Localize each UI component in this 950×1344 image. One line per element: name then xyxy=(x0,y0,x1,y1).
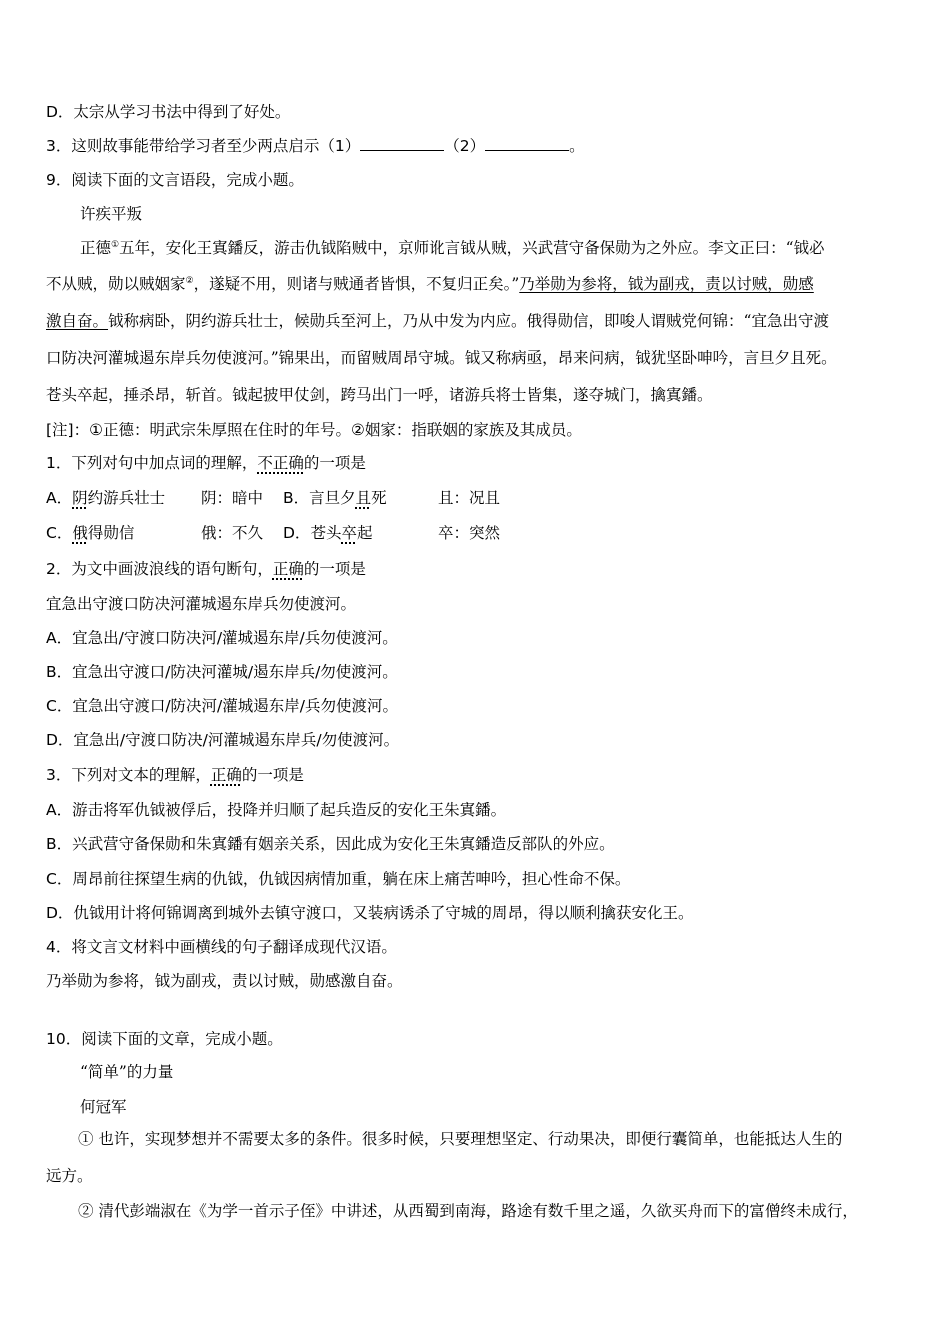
q9-sub3-option-b: B．兴武营守备保勋和朱寘鐇有姻亲关系，因此成为安化王朱寘鐇造反部队的外应。 xyxy=(46,835,615,853)
dotted-word: 阴 xyxy=(72,489,88,507)
option-text: 死 xyxy=(371,489,387,507)
answer-blank-1[interactable] xyxy=(360,136,444,151)
option-label: C． xyxy=(46,524,73,542)
q10-article-author: 何冠军 xyxy=(80,1098,127,1116)
option-label: B． xyxy=(283,489,310,507)
q9-sub4-stem: 4．将文言文材料中画横线的句子翻译成现代汉语。 xyxy=(46,938,397,956)
q8-q3-prefix: 3．这则故事能带给学习者至少两点启示（1） xyxy=(46,137,361,155)
q8-option-d: D．太宗从学习书法中得到了好处。 xyxy=(46,103,291,121)
q9-sub1-row-cd xyxy=(46,523,501,543)
dotted-word: 卒 xyxy=(341,524,357,542)
passage-text: 不从贼，勋以贼姻家 xyxy=(46,275,186,293)
stem-text: 1．下列对句中加点词的理解， xyxy=(46,454,258,472)
q9-passage-line-3 xyxy=(46,311,829,331)
q9-sub2-option-a: A．宜急出/守渡口防决河/灌城遏东岸/兵勿使渡河。 xyxy=(46,629,398,647)
q10-article-title: “简单”的力量 xyxy=(80,1063,174,1081)
q8-q3-mid: （2） xyxy=(444,137,486,155)
q8-question-3 xyxy=(46,136,585,156)
stem-text: 的一项是 xyxy=(241,766,304,784)
emphasis-dotted: 正确 xyxy=(272,560,304,578)
q9-sub2-option-b: B．宜急出守渡口/防决河灌城/遏东岸兵/勿使渡河。 xyxy=(46,663,398,681)
option-d xyxy=(283,523,372,543)
q10-paragraph-1-cont: 远方。 xyxy=(46,1167,93,1185)
passage-text: 正德 xyxy=(80,239,112,257)
emphasis-dotted: 正确 xyxy=(210,766,242,784)
passage-text: ，遂疑不用，则诸与贼通者皆惧，不复归正矣。” xyxy=(193,275,520,293)
footnote-marker-2: ② xyxy=(185,275,194,286)
q9-sub1-row-ab xyxy=(46,488,501,508)
q9-sub2-option-c: C．宜急出守渡口/防决河/灌城遏东岸/兵勿使渡河。 xyxy=(46,697,398,715)
stem-text: 的一项是 xyxy=(303,454,366,472)
q9-passage-title: 许疾平叛 xyxy=(80,205,143,223)
q9-sub3-option-d: D．仇钺用计将何锦调离到城外去镇守渡口，又装病诱杀了守城的周昂，得以顺利擒获安化王。 xyxy=(46,904,694,922)
option-gloss: 且：况且 xyxy=(438,489,501,507)
q9-sub2-stem xyxy=(46,559,366,579)
q10-paragraph-2: ② 清代彭端淑在《为学一首示子侄》中讲述，从西蜀到南海，路途有数千里之遥，久欲买舟而下的富僧终未成行， xyxy=(78,1202,858,1220)
option-text: 得勋信 xyxy=(87,524,135,542)
q9-passage-line-1 xyxy=(80,238,825,258)
q9-passage-line-4: 口防决河灌城遏东岸兵勿使渡河。”锦果出，而留贼周昂守城。钺又称病亟，昂来问病，钺犹坚卧呻吟，言旦夕且死。 xyxy=(46,349,837,367)
option-label: A． xyxy=(46,489,73,507)
q9-sub3-option-a: A．游击将军仇钺被俘后，投降并归顺了起兵造反的安化王朱寘鐇。 xyxy=(46,801,507,819)
q9-sub1-stem xyxy=(46,453,366,473)
stem-text: 的一项是 xyxy=(303,560,366,578)
dotted-word: 且 xyxy=(355,489,372,507)
option-label: D． xyxy=(283,524,311,542)
option-text: 起 xyxy=(356,524,373,542)
underlined-sentence: 激自奋。 xyxy=(46,312,109,330)
passage-text: 钺称病卧，阴约游兵壮士，候勋兵至河上，乃从中发为内应。俄得勋信，即唆人谓贼党何锦：“宜急出守渡 xyxy=(108,312,829,330)
option-text: 苍头 xyxy=(310,524,342,542)
q9-sub3-stem xyxy=(46,765,304,785)
q10-paragraph-1: ① 也许，实现梦想并不需要太多的条件。很多时候，只要理想坚定、行动果决，即便行囊简单，也能抵达人生的 xyxy=(78,1130,843,1148)
option-text: 言旦夕 xyxy=(309,489,356,507)
q9-heading: 9．阅读下面的文言语段，完成小题。 xyxy=(46,171,304,189)
option-text: 约游兵壮士 xyxy=(87,489,166,507)
underlined-sentence: 乃举勋为参将，钺为副戎，责以讨贼，勋感 xyxy=(519,275,814,293)
option-gloss: 俄：不久 xyxy=(201,524,264,542)
q9-sub4-sentence: 乃举勋为参将，钺为副戎，责以讨贼，勋感激自奋。 xyxy=(46,972,403,990)
stem-text: 3．下列对文本的理解， xyxy=(46,766,211,784)
answer-blank-2[interactable] xyxy=(485,136,569,151)
emphasis-dotted: 不正确 xyxy=(257,454,304,472)
option-gloss: 卒：突然 xyxy=(438,524,501,542)
dotted-word: 俄 xyxy=(72,524,88,542)
q9-sub3-option-c: C．周昂前往探望生病的仇钺，仇钺因病情加重，躺在床上痛苦呻吟，担心性命不保。 xyxy=(46,870,631,888)
q9-sub2-sentence: 宜急出守渡口防决河灌城遏东岸兵勿使渡河。 xyxy=(46,595,357,613)
q9-footnote: [注]：①正德：明武宗朱厚照在住时的年号。②姻家：指联姻的家族及其成员。 xyxy=(46,421,582,439)
q9-passage-line-5: 苍头卒起，捶杀昂，斩首。钺起披甲仗剑，跨马出门一呼，诸游兵将士皆集，遂夺城门，擒寘鐇。 xyxy=(46,386,713,404)
q9-passage-line-2 xyxy=(46,274,814,294)
q9-sub2-option-d: D．宜急出/守渡口防决/河灌城遏东岸兵/勿使渡河。 xyxy=(46,731,400,749)
stem-text: 2．为文中画波浪线的语句断句， xyxy=(46,560,273,578)
passage-text: 五年，安化王寘鐇反，游击仇钺陷贼中，京师讹言钺从贼，兴武营守备保勋为之外应。李文正曰：“钺必 xyxy=(119,239,825,257)
q10-heading: 10．阅读下面的文章，完成小题。 xyxy=(46,1030,283,1048)
footnote-marker-1: ① xyxy=(111,239,120,250)
q8-q3-end: 。 xyxy=(569,137,585,155)
option-b xyxy=(283,488,387,508)
option-gloss: 阴：暗中 xyxy=(201,489,264,507)
